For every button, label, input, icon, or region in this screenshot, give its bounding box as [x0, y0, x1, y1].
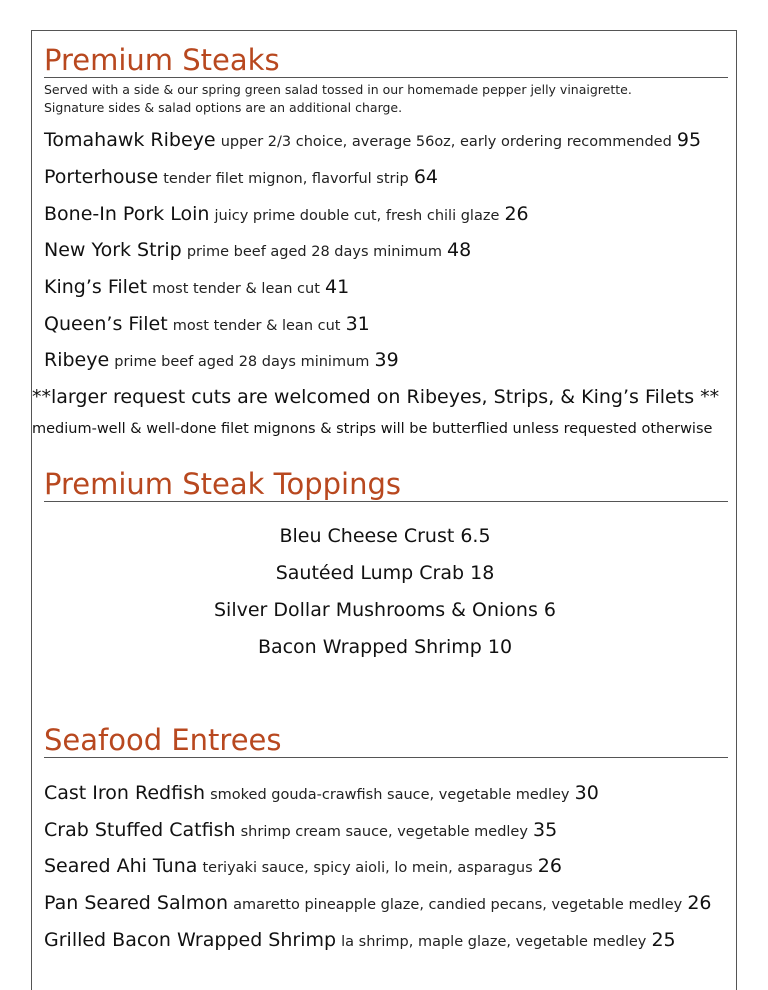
steaks-note-1: Served with a side & our spring green salad tossed in our homemade pepper jelly vinaigrette.: [44, 82, 632, 97]
item-desc: amaretto pineapple glaze, candied pecans, vegetable medley: [233, 897, 683, 913]
premium-steaks-title: Premium Steaks: [44, 43, 728, 78]
seafood-title: Seafood Entrees: [44, 723, 728, 758]
item-price: 25: [651, 929, 676, 951]
item-desc: smoked gouda-crawfish sauce, vegetable medley: [210, 787, 570, 803]
item-price: 95: [676, 129, 702, 151]
item-desc: most tender & lean cut: [152, 281, 320, 297]
item-desc: la shrimp, maple glaze, vegetable medley: [341, 934, 647, 950]
larger-cuts-note: **larger request cuts are welcomed on Ribeyes, Strips, & King’s Filets **: [32, 386, 720, 408]
item-desc: prime beef aged 28 days minimum: [186, 244, 442, 260]
item-desc: tender filet mignon, flavorful strip: [163, 171, 409, 187]
steak-item: [44, 164, 438, 192]
topping-item: Sautéed Lump Crab 18: [275, 562, 495, 584]
item-price: 26: [504, 203, 529, 225]
item-desc: upper 2/3 choice, average 56oz, early ordering recommended: [220, 134, 672, 150]
item-name: New York Strip: [44, 239, 182, 261]
item-name: Tomahawk Ribeye: [44, 129, 216, 151]
steak-item: [44, 127, 701, 155]
steak-item: [44, 201, 529, 229]
seafood-item: [44, 927, 676, 955]
steak-item: [44, 274, 349, 302]
item-name: Grilled Bacon Wrapped Shrimp: [44, 929, 337, 951]
steak-item: [44, 311, 370, 339]
seafood-item: [44, 853, 562, 881]
item-price: 35: [533, 819, 558, 841]
item-price: 48: [447, 239, 472, 261]
item-name: Pan Seared Salmon: [44, 892, 229, 914]
butterfly-note: medium-well & well-done filet mignons & strips will be butterflied unless requested otherwise: [32, 421, 713, 437]
item-desc: prime beef aged 28 days minimum: [114, 354, 370, 370]
item-desc: juicy prime double cut, fresh chili glaze: [214, 208, 500, 224]
menu-page: [31, 30, 737, 990]
steaks-note-2: Signature sides & salad options are an additional charge.: [44, 100, 403, 115]
seafood-item: [44, 890, 712, 918]
item-price: 26: [687, 892, 712, 914]
item-name: Cast Iron Redfish: [44, 782, 206, 804]
seafood-item: [44, 817, 557, 845]
item-name: Seared Ahi Tuna: [44, 855, 198, 877]
item-desc: most tender & lean cut: [172, 318, 341, 334]
item-price: 41: [324, 276, 350, 298]
item-price: 26: [537, 855, 562, 877]
item-name: Ribeye: [44, 349, 110, 371]
toppings-title: Premium Steak Toppings: [44, 467, 728, 502]
item-price: 31: [345, 313, 370, 335]
item-desc: teriyaki sauce, spicy aioli, lo mein, asparagus: [202, 860, 533, 876]
topping-item: Silver Dollar Mushrooms & Onions 6: [214, 599, 556, 621]
topping-item: Bacon Wrapped Shrimp 10: [257, 636, 513, 658]
item-name: Queen’s Filet: [44, 313, 168, 335]
item-name: Crab Stuffed Catfish: [44, 819, 236, 841]
item-name: Porterhouse: [44, 166, 159, 188]
item-desc: shrimp cream sauce, vegetable medley: [240, 824, 528, 840]
topping-item: Bleu Cheese Crust 6.5: [279, 525, 491, 547]
item-name: Bone-In Pork Loin: [44, 203, 210, 225]
steak-item: [44, 347, 399, 375]
item-price: 39: [374, 349, 399, 371]
seafood-item: [44, 780, 599, 808]
item-price: 30: [574, 782, 599, 804]
steak-item: [44, 237, 471, 265]
item-name: King’s Filet: [44, 276, 148, 298]
item-price: 64: [413, 166, 439, 188]
